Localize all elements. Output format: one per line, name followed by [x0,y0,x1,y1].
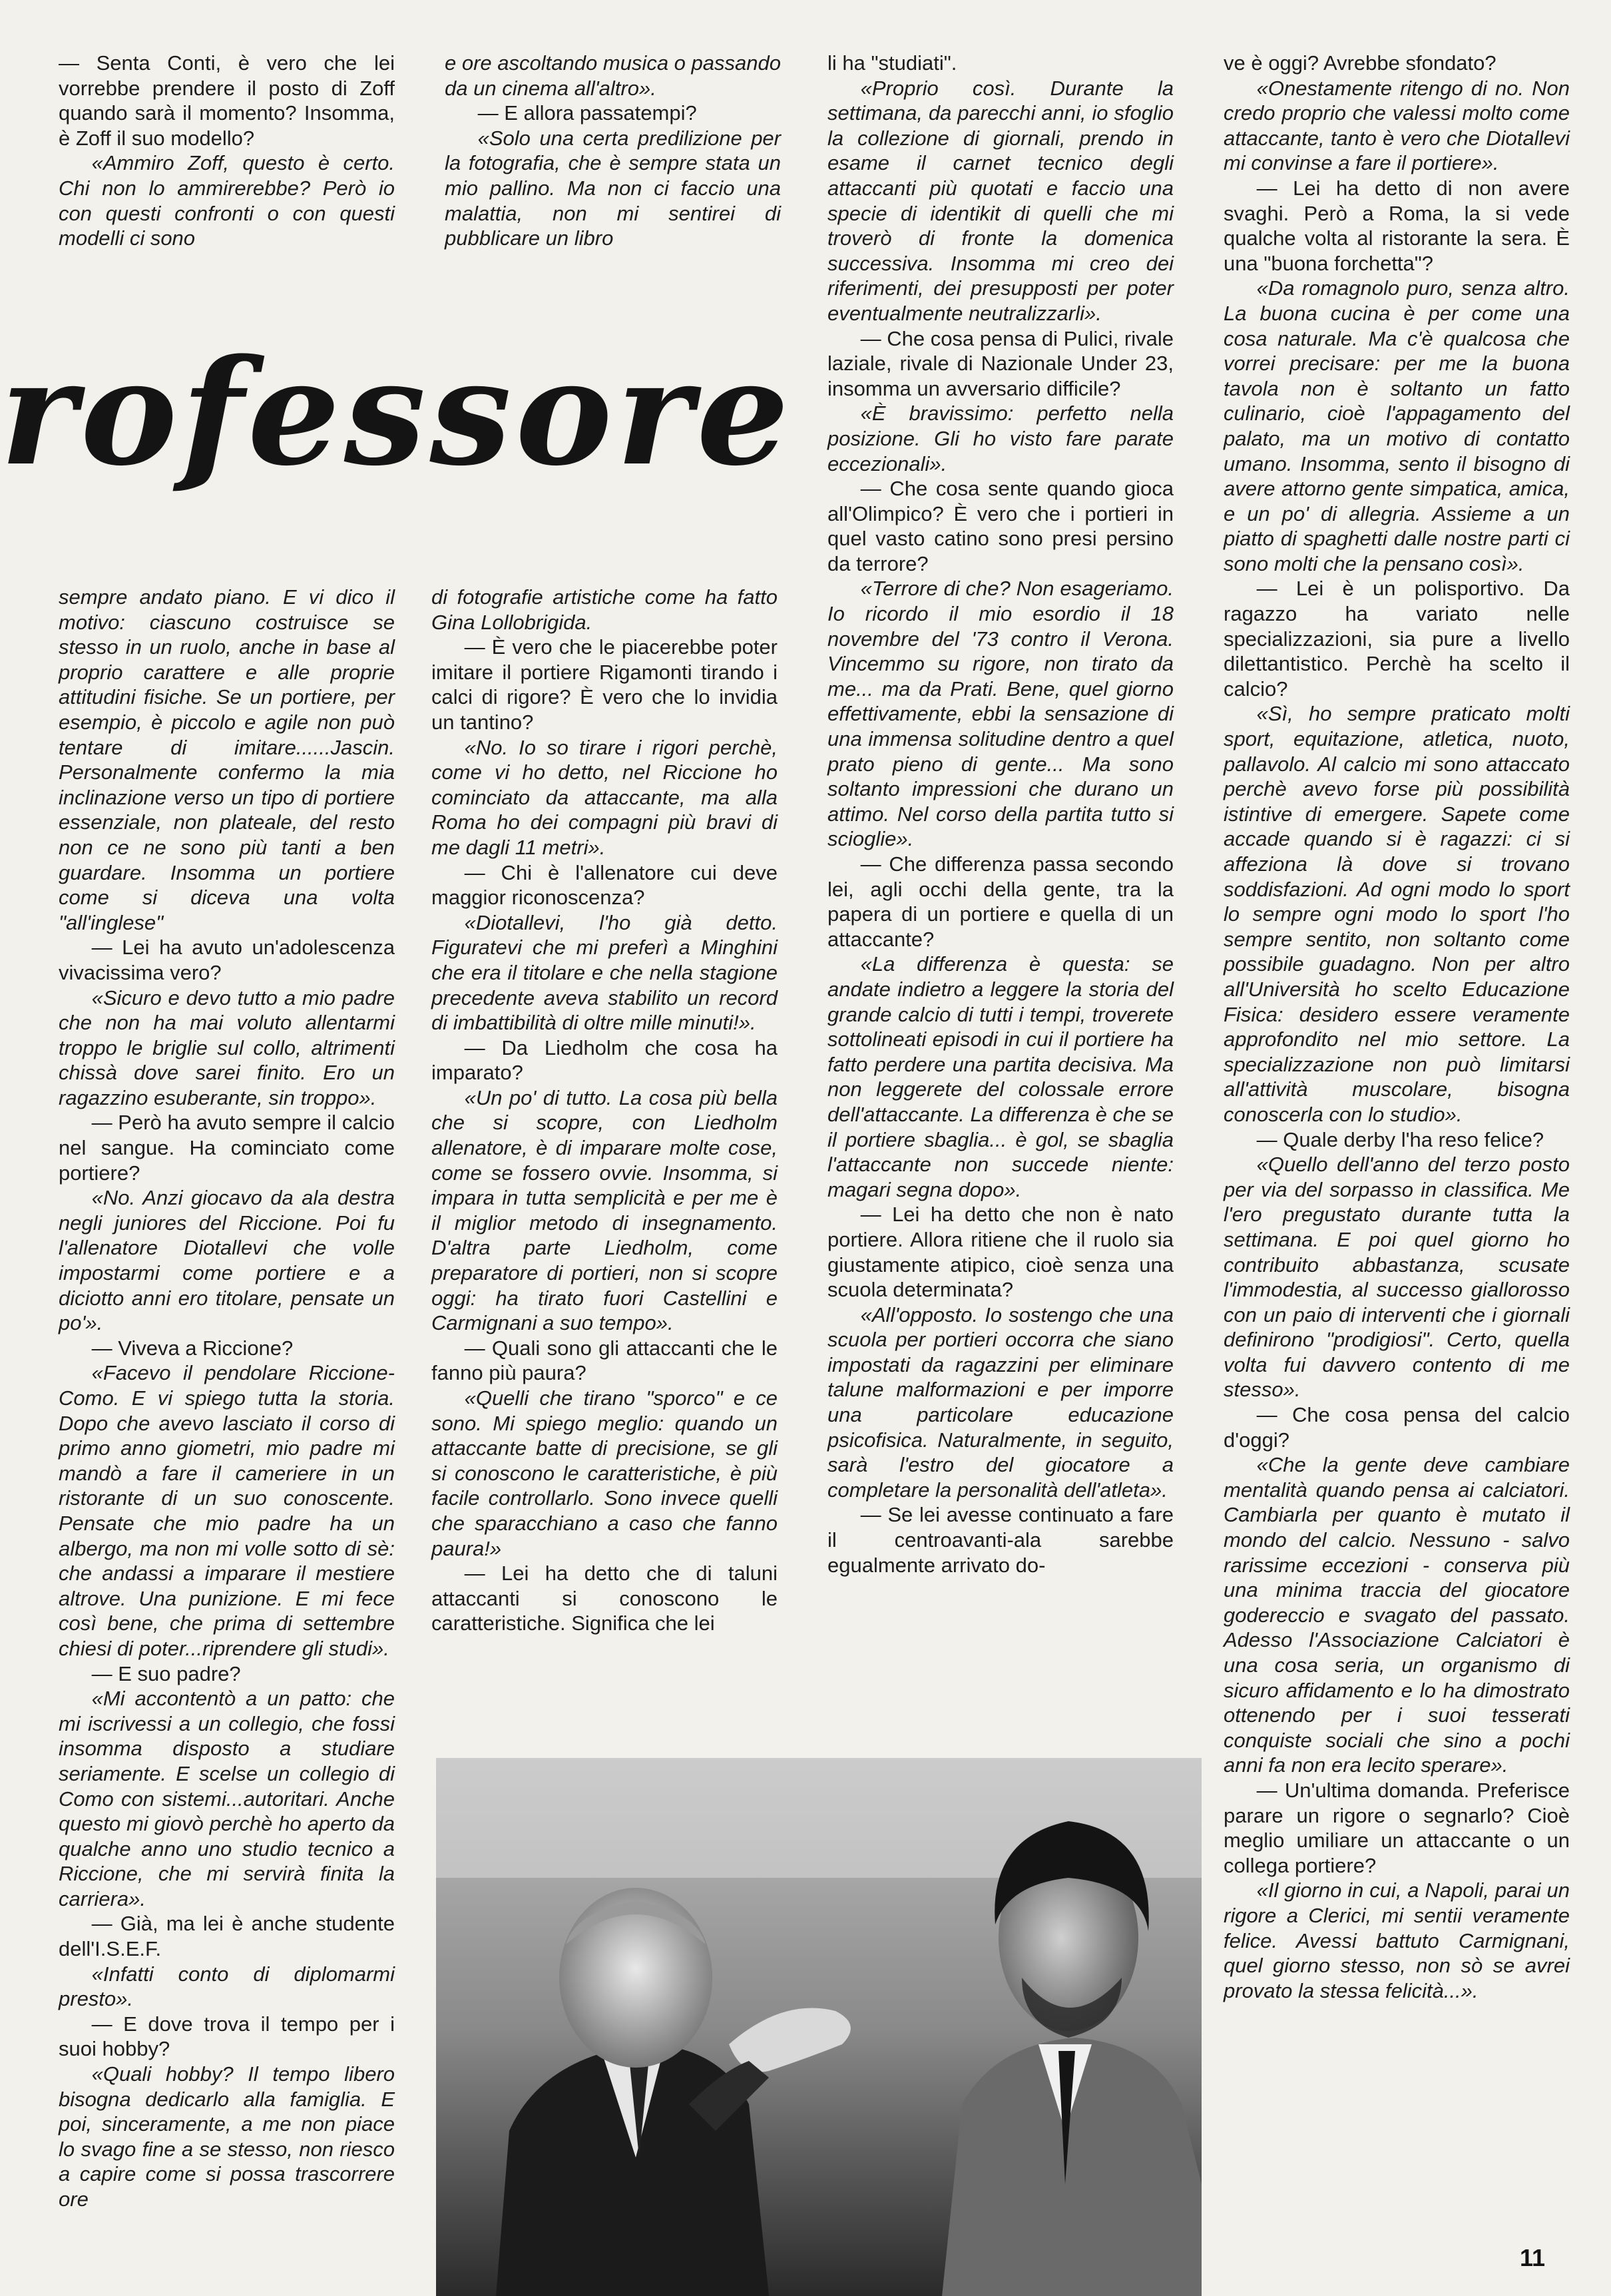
question-paragraph: — Viveva a Riccione? [91,1336,294,1360]
answer-paragraph: «No. Io so tirare i rigori perchè, come vi ho detto, nel Riccione ho cominciato da attaccante, ma alla Roma ho dei compagni più bravi di me dagli 11 metri». [431,735,778,859]
article-column-2-bottom [431,585,778,1636]
answer-paragraph: «Un po' di tutto. La cosa più bella che si scopre, con Liedholm allenatore, è di imparare molte cose, come se fossero ovvie. Insomma, si impara in tutta semplicità e per me è il miglior metodo di insegnamento. D'altra parte Liedholm, come preparatore di portieri, non si scopre oggi: ha tirato fuori Castellini e Carmignani a suo tempo». [431,1085,778,1335]
answer-paragraph: «Ammiro Zoff, questo è certo. Chi non lo ammirerebbe? Però io con questi confronti o con questi modelli ci sono [59,151,395,250]
answer-paragraph: «La differenza è questa: se andate indietro a leggere la storia del grande calcio di tutti i tempi, troverete sottolineati episodi in cui il portiere ha fatto perdere una partita decisiva. Ma non leggerete del colossale errore dell'attaccante. La differenza è che se il portiere sbaglia... è gol, se sbaglia l'attaccante non succede niente: magari segna dopo». [827,952,1174,1201]
question-paragraph: — E suo padre? [91,1661,241,1685]
question-paragraph: li ha "studiati". [827,51,957,75]
article-column-4 [1224,51,1570,2003]
question-paragraph: — Che differenza passa secondo lei, agli occhi della gente, tra la papera di un portiere e quella di un attaccante? [827,852,1174,951]
answer-paragraph: «Il giorno in cui, a Napoli, parai un rigore a Clerici, mi sentii veramente felice. Avessi battuto Carmignani, quel giorno stesso, non sò se avrei provato la stessa felicità...». [1224,1878,1570,2002]
question-paragraph: — Lei è un polisportivo. Da ragazzo ha variato nelle specializzazioni, sia pure a livello dilettantistico. Perchè ha scelto il calcio? [1224,577,1570,701]
answer-paragraph: «No. Anzi giocavo da ala destra negli juniores del Riccione. Poi fu l'allenatore Diotallevi che volle impostarmi come portiere e a diciotto anni ero titolare, pensate un po'». [59,1186,395,1335]
answer-paragraph: «Facevo il pendolare Riccione-Como. E vi spiego tutta la storia. Dopo che avevo lasciato il corso di primo anno giometri, mio padre mi mandò a fare il cameriere in un ristorante di un suo conoscente. Pensate che mio padre ha un albergo, ma non mi volle sotto di sè: che andassi a imparare il mestiere altrove. Una punizione. E mi fece così bene, che prima di settembre chiesi di poter...riprendere gli studi». [59,1361,395,1660]
question-paragraph: — Lei ha avuto un'adolescenza vivacissima vero? [59,936,395,984]
answer-paragraph: «Quelli che tirano "sporco" e ce sono. Mi spiego meglio: quando un attaccante batte di precisione, se gli si conoscono le caratteristiche, è più facile controllarlo. Sono invece quelli che sparacchiano a caso che fanno paura!» [431,1386,778,1560]
question-paragraph: — Lei ha detto di non avere svaghi. Però a Roma, la si vede qualche volta al ristorante la sera. È una "buona forchetta"? [1224,176,1570,275]
answer-paragraph: «Diotallevi, l'ho già detto. Figuratevi che mi preferì a Minghini che era il titolare e che nella stagione precedente aveva stabilito un record di imbattibilità di oltre mille minuti!». [431,910,778,1035]
article-column-3 [827,51,1174,1578]
question-paragraph: — E allora passatempi? [477,101,697,125]
answer-paragraph: «Proprio così. Durante la settimana, da parecchi anni, io sfoglio la collezione di giornali, prendo in esame il carnet tecnico degli attaccanti più quotati e faccio una specie di identikit di quelli che mi troverò di fronte la domenica successiva. Insomma mi creo dei riferimenti, dei presupposti per poter eventualmente neutralizzarli». [827,76,1174,325]
answer-paragraph: di fotografie artistiche come ha fatto Gina Lollobrigida. [431,585,778,634]
answer-paragraph: e ore ascoltando musica o passando da un cinema all'altro». [445,51,781,100]
answer-paragraph: «Che la gente deve cambiare mentalità quando pensa ai calciatori. Cambiarla per quanto è mutato il mondo del calcio. Nessuno - salvo rarissime eccezioni - conserva più una minima traccia del giocatore godereccio e svagato del passato. Adesso l'Associazione Calciatori è una cosa seria, un organismo di sicuro affidamento e lo ha dimostrato ottenendo per i suoi tesserati conquiste sociali che sino a pochi anni fa non era lecito sperare». [1224,1453,1570,1777]
answer-paragraph: «Mi accontentò a un patto: che mi iscrivessi a un collegio, che fossi insomma disposto a studiare seriamente. E scelse un collegio di Como con sistemi...autoritari. Anche questo mi giovò perchè ho aperto da qualche anno uno studio tecnico a Riccione, che mi servirà finita la carriera». [59,1687,395,1910]
answer-paragraph: «Infatti conto di diplomarmi presto». [59,1962,395,2011]
answer-paragraph: «Sì, ho sempre praticato molti sport, equitazione, atletica, nuoto, pallavolo. Al calcio mi sono attaccato perchè avevo forse più possibilità istintive di emergere. Sapete come accade quando si è ragazzi: ci si affeziona là dove si trovano soddisfazioni. Ad ogni modo lo sport lo sempre ogni modo lo sport l'ho sempre sentito, non soltanto come possibile guadagno. Non per altro all'Università ho scelto Educazione Fisica: desidero essere veramente approfondito nel mio settore. La specializzazione non può limitarsi all'attività muscolare, bisogna conoscerla con lo studio». [1224,702,1570,1126]
question-paragraph: — Che cosa pensa del calcio d'oggi? [1224,1403,1570,1452]
question-paragraph: — È vero che le piacerebbe poter imitare il portiere Rigamonti tirando i calci di rigore? È vero che lo invidia un tantino? [431,635,778,734]
question-paragraph: — Senta Conti, è vero che lei vorrebbe prendere il posto di Zoff quando sarà il momento? Insomma, è Zoff il suo modello? [59,51,395,150]
article-column-1-top [59,51,395,251]
answer-paragraph: «Onestamente ritengo di no. Non credo proprio che valessi molto come attaccante, tanto è vero che Diotallevi mi convinse a fare il portiere». [1224,76,1570,175]
question-paragraph: — Un'ultima domanda. Preferisce parare un rigore o segnarlo? Cioè meglio umiliare un attaccante o un collega portiere? [1224,1778,1570,1877]
answer-paragraph: «Solo una certa predilizione per la fotografia, che è sempre stata un mio pallino. Ma non ci faccio una malattia, non mi sentirei di pubblicare un libro [445,126,781,250]
page-number: 11 [1520,2244,1546,2271]
question-paragraph: ve è oggi? Avrebbe sfondato? [1224,51,1496,75]
question-paragraph: — Quale derby l'ha reso felice? [1256,1127,1544,1151]
question-paragraph: — Se lei avesse continuato a fare il centroavanti-ala sarebbe egualmente arrivato do- [827,1503,1174,1577]
question-paragraph: — Da Liedholm che cosa ha imparato? [431,1035,778,1085]
question-paragraph: — Però ha avuto sempre il calcio nel sangue. Ha cominciato come portiere? [59,1111,395,1185]
answer-paragraph: «All'opposto. Io sostengo che una scuola per portieri occorra che siano impostati da ragazzini per eliminare talune malformazioni e per imporre una particolare educazione psicofisica. Naturalmente, in seguito, sarà l'estro del giocatore a completare la personalità dell'atleta». [827,1302,1174,1502]
answer-paragraph: «Sicuro e devo tutto a mio padre che non ha mai voluto allentarmi troppo le briglie sul collo, altrimenti chissà dove sarei finito. Ero un ragazzino esuberante, sin troppo». [59,986,395,1109]
article-photo [436,1758,1202,2296]
answer-paragraph: «È bravissimo: perfetto nella posizione. Gli ho visto fare parate eccezionali». [827,402,1174,475]
question-paragraph: — E dove trova il tempo per i suoi hobby? [59,2012,395,2061]
answer-paragraph: «Da romagnolo puro, senza altro. La buona cucina è per come una cosa naturale. Ma c'è qualcosa che vorrei precisare: per me la buona tavola non è soltanto un fatto culinario, cioè l'appagamento del palato, ma un motivo di contatto umano. Insomma, sento il bisogno di avere attorno gente simpatica, amica, e un po' di allegria. Assieme a un piatto di spaghetti dalle nostre parti ci sono molti che la pensano così». [1224,276,1570,575]
question-paragraph: — Che cosa pensa di Pulici, rivale laziale, rivale di Nazionale Under 23, insomma un avversario difficile? [827,326,1174,400]
question-paragraph: — Chi è l'allenatore cui deve maggior riconoscenza? [431,860,778,910]
article-column-1-bottom [59,585,395,2212]
article-column-2-top [445,51,781,251]
question-paragraph: — Già, ma lei è anche studente dell'I.S.E.F. [59,1912,395,1961]
answer-paragraph: sempre andato piano. E vi dico il motivo: ciascuno costruisce se stesso in un ruolo, anche in base al proprio carattere e alle proprie attitudini fisiche. Se un portiere, per esempio, è piccolo e agile non può tentare di imitare......Jascin. Personalmente confermo la mia inclinazione verso un tipo di portiere essenziale, non plateale, del resto non ce ne sono più tanti a ben guardare. Insomma un portiere come si diceva una volta "all'inglese" [59,585,395,934]
question-paragraph: — Lei ha detto che non è nato portiere. Allora ritiene che il ruolo sia giustamente atipico, cioè senza una scuola determinata? [827,1203,1174,1302]
question-paragraph: — Che cosa sente quando gioca all'Olimpico? È vero che i portieri in quel vasto catino sono presi persino da terrore? [827,477,1174,575]
answer-paragraph: «Quali hobby? Il tempo libero bisogna dedicarlo alla famiglia. E poi, sinceramente, a me non piace lo svago fine a se stesso, non riesco a capire come si possa trascorrere ore [59,2062,395,2211]
question-paragraph: — Lei ha detto che di taluni attaccanti si conoscono le caratteristiche. Significa che lei [431,1562,778,1635]
answer-paragraph: «Quello dell'anno del terzo posto per via del sorpasso in classifica. Me l'ero pregustato durante tutta la settimana. E poi quel giorno ho contribuito abbastanza, scusate l'immodestia, al successo giallorosso con un paio di interventi che i giornali definirono "prodigiosi". Certo, quella volta fui davvero contento di me stesso». [1224,1153,1570,1402]
question-paragraph: — Quali sono gli attaccanti che le fanno più paura? [431,1336,778,1385]
article-headline: rofessore [0,328,794,498]
answer-paragraph: «Terrore di che? Non esageriamo. Io ricordo il mio esordio il 18 novembre del '73 contro il Verona. Vincemmo su rigore, non tirato da me... ma da Prati. Bene, quel giorno effettivamente, ebbi la sensazione di una immensa solitudine dentro a quel prato pieno di gente... Ma sono soltanto impressioni che durano un attimo. Nel corso della partita tutto si scioglie». [827,577,1174,851]
